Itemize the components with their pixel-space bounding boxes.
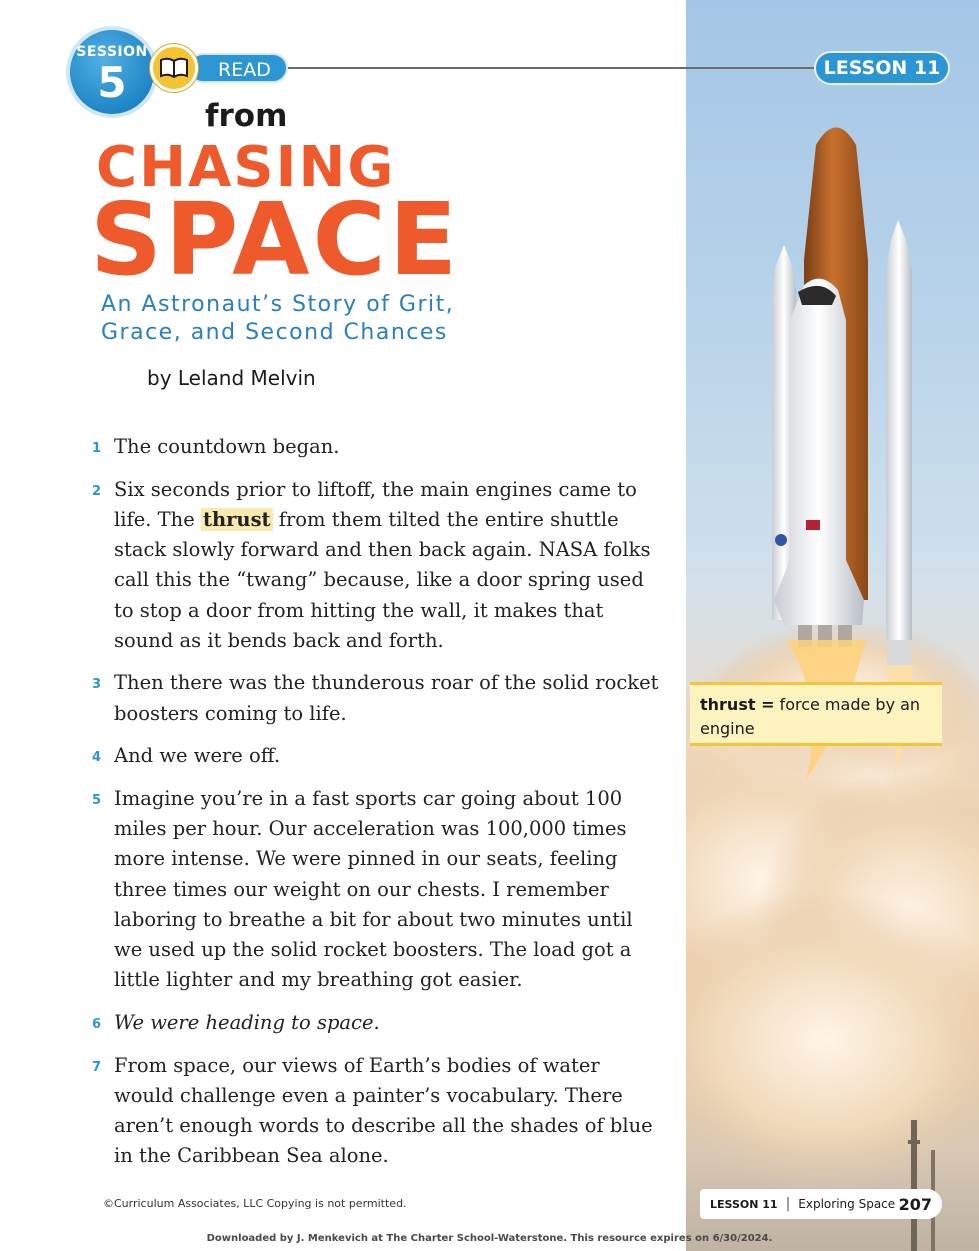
read-label-pill: READ [188, 53, 288, 83]
footer-separator: | [785, 1196, 791, 1212]
paragraph-text: Then there was the thunderous roar of the solid rocket boosters coming to life. [114, 671, 659, 725]
subtitle [101, 291, 621, 347]
paragraph [92, 784, 662, 995]
footer-topic: Exploring Space [798, 1197, 896, 1211]
paragraph-number: 7 [92, 1059, 102, 1075]
glossary-term: thrust = [700, 695, 775, 714]
open-book-icon [150, 44, 198, 92]
paragraph [92, 475, 662, 656]
title-line-1: CHASING [96, 135, 396, 200]
lesson-label-pill: LESSON 11 [814, 51, 950, 85]
footer-lesson-tab [700, 1189, 942, 1219]
subtitle-line-2: Grace, and Second Chances [101, 320, 448, 345]
byline: by Leland Melvin [147, 366, 316, 390]
session-label: SESSION [76, 44, 148, 60]
paragraph-text: The countdown began. [114, 435, 340, 458]
paragraph [92, 432, 662, 462]
session-number: 5 [97, 58, 127, 107]
session-badge [66, 26, 158, 118]
paragraph-number: 1 [92, 441, 102, 456]
page-number: 207 [898, 1194, 932, 1214]
paragraph-number: 5 [92, 793, 102, 809]
copyright-notice: ©Curriculum Associates, LLC Copying is not permitted. [103, 1197, 407, 1210]
paragraph [92, 1008, 662, 1038]
subtitle-line-1: An Astronaut’s Story of Grit, [101, 292, 455, 317]
header-rule [288, 67, 818, 69]
glossary-definition: force made by an engine [700, 695, 921, 738]
paragraph-text-before: Six seconds prior to liftoff, the main engines came to life. The [114, 477, 637, 531]
paragraph-text: From space, our views of Earth’s bodies of water would challenge even a painter’s vocabulary. There aren’t enough words to describe all the shades of blue in the Caribbean Sea alone. [114, 1053, 653, 1168]
vocabulary-highlight: thrust [202, 507, 271, 531]
shuttle-launch-illustration [686, 0, 979, 1251]
paragraph-number: 2 [92, 483, 102, 499]
paragraph-text: We were heading to space. [114, 1010, 380, 1034]
shuttle-launch-photo [686, 0, 979, 1251]
download-notice: Downloaded by J. Menkevich at The Charter School-Waterstone. This resource expires on 6/30/2024. [206, 1233, 773, 1244]
paragraph-number: 6 [92, 1016, 102, 1032]
paragraph [92, 741, 662, 771]
article-body [92, 432, 662, 1184]
footer-lesson-label: LESSON 11 [710, 1197, 778, 1211]
paragraph-text-after: from them tilted the entire shuttle stack slowly forward and then back again. NASA folks call this the “twang” because, like a door spring used to stop a door from hitting the wall, it makes that sound as it bends back and forth. [114, 507, 651, 652]
paragraph-text: And we were off. [114, 744, 281, 768]
paragraph [92, 1051, 662, 1172]
title-line-2: SPACE [90, 181, 461, 298]
paragraph-number: 3 [92, 677, 102, 693]
paragraph-number: 4 [92, 750, 102, 766]
glossary-box [690, 682, 942, 746]
paragraph [92, 668, 662, 728]
paragraph-text: Imagine you’re in a fast sports car going about 100 miles per hour. Our acceleration was 100,000 times more intense. We were pinned in our seats, feeling three times our weight on our chests. I remember laboring to breathe a bit for about two minutes until we used up the solid rocket boosters. The load got a little lighter and my breathing got easier. [114, 787, 633, 992]
title-prefix: from [205, 98, 288, 134]
